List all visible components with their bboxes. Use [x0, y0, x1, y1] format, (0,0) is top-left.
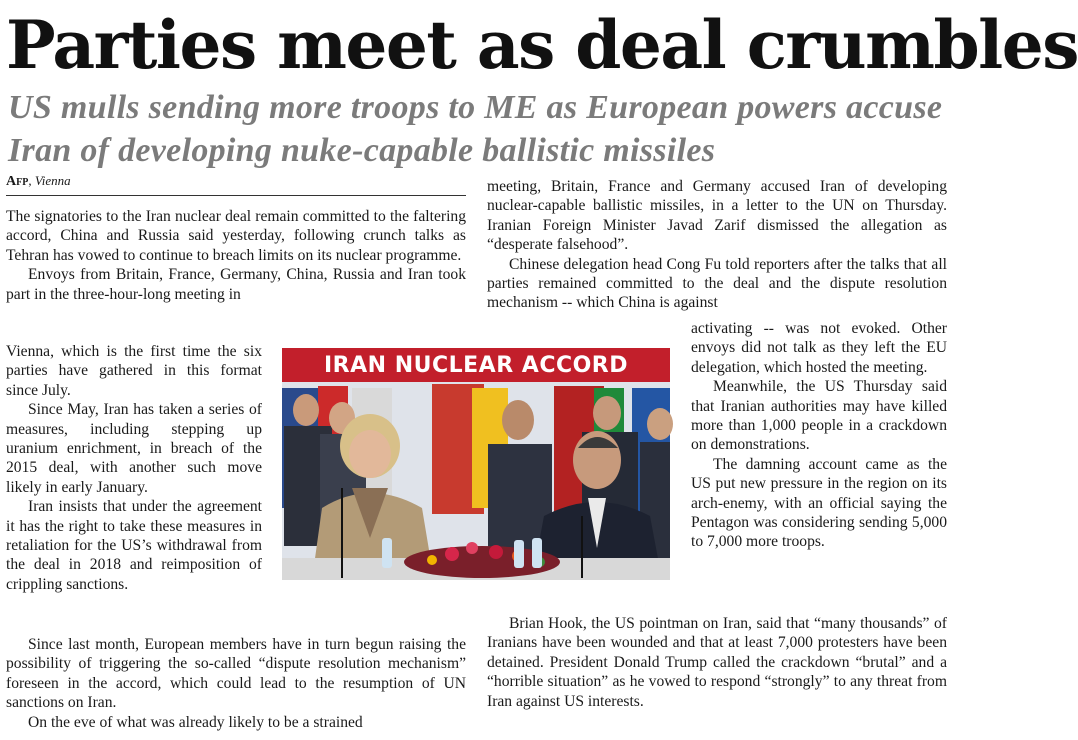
news-photo: [282, 348, 670, 580]
headline: Parties meet as deal crumbles: [6, 6, 1078, 84]
column-2-top: [487, 177, 947, 313]
meeting-photo-illustration: [282, 348, 670, 580]
column-2-middle: [691, 319, 947, 552]
paragraph: activating -- was not evoked. Other envoys did not talk as they left the EU delegation, which hosted the meeting.: [691, 320, 947, 376]
column-1-top: [6, 207, 466, 304]
paragraph: Envoys from Britain, France, Germany, China, Russia and Iran took part in the three-hour-long meeting in: [6, 266, 466, 303]
paragraph: The signatories to the Iran nuclear deal remain committed to the faltering accord, China and Russia said yesterday, following crunch talks as Tehran has vowed to continue to breach limits on its nuclear programme.: [6, 208, 466, 264]
paragraph: The damning account came as the US put new pressure in the region on its arch-enemy, with an official saying the Pentagon was considering sending 5,000 to 7,000 more troops.: [691, 455, 947, 551]
paragraph: Iran insists that under the agreement it has the right to take these measures in retaliation for the US’s withdrawal from the deal in 2018 and reimposition of crippling sanctions.: [6, 498, 262, 593]
paragraph: Since May, Iran has taken a series of measures, including stepping up uranium enrichment, in breach of the 2015 deal, with another such move likely in early January.: [6, 401, 262, 496]
column-1-middle: [6, 342, 262, 594]
byline-rule: [6, 195, 466, 196]
byline-separator: ,: [28, 173, 32, 188]
byline-agency: Afp: [6, 174, 29, 189]
paragraph: Since last month, European members have in turn begun raising the possibility of triggering the so-called “dispute resolution mechanism” foreseen in the accord, which could lead to the resumption of UN sanctions on Iran.: [6, 636, 466, 712]
paragraph: On the eve of what was already likely to be a strained: [28, 713, 363, 731]
paragraph: Vienna, which is the first time the six parties have gathered in this format since July.: [6, 343, 262, 399]
paragraph: meeting, Britain, France and Germany accused Iran of developing nuclear-capable ballistic missiles, in a letter to the UN on Thursday. Iranian Foreign Minister Javad Zarif dismissed the allegation as “desperate falsehood”.: [487, 178, 947, 254]
paragraph: Meanwhile, the US Thursday said that Iranian authorities may have killed more than 1,000 people in a crackdown on demonstrations.: [691, 378, 947, 454]
paragraph: Chinese delegation head Cong Fu told reporters after the talks that all parties remained committed to the deal and the dispute resolution mechanism -- which China is against: [487, 255, 947, 312]
subheadline: US mulls sending more troops to ME as European powers accuse Iran of developing nuke-capable ballistic missiles: [8, 89, 943, 169]
paragraph: Brian Hook, the US pointman on Iran, said that “many thousands” of Iranians have been wounded and that at least 7,000 protesters have been detained. President Donald Trump called the crackdown “brutal” and a “horrible situation” as he vowed to respond “strongly” to any threat from Iran against US interests.: [487, 615, 947, 710]
byline: [6, 172, 71, 191]
byline-place: Vienna: [34, 173, 71, 188]
photo-banner: IRAN NUCLEAR ACCORD: [282, 348, 670, 382]
column-2-bottom: [487, 614, 947, 711]
column-1-bottom: [6, 635, 466, 732]
